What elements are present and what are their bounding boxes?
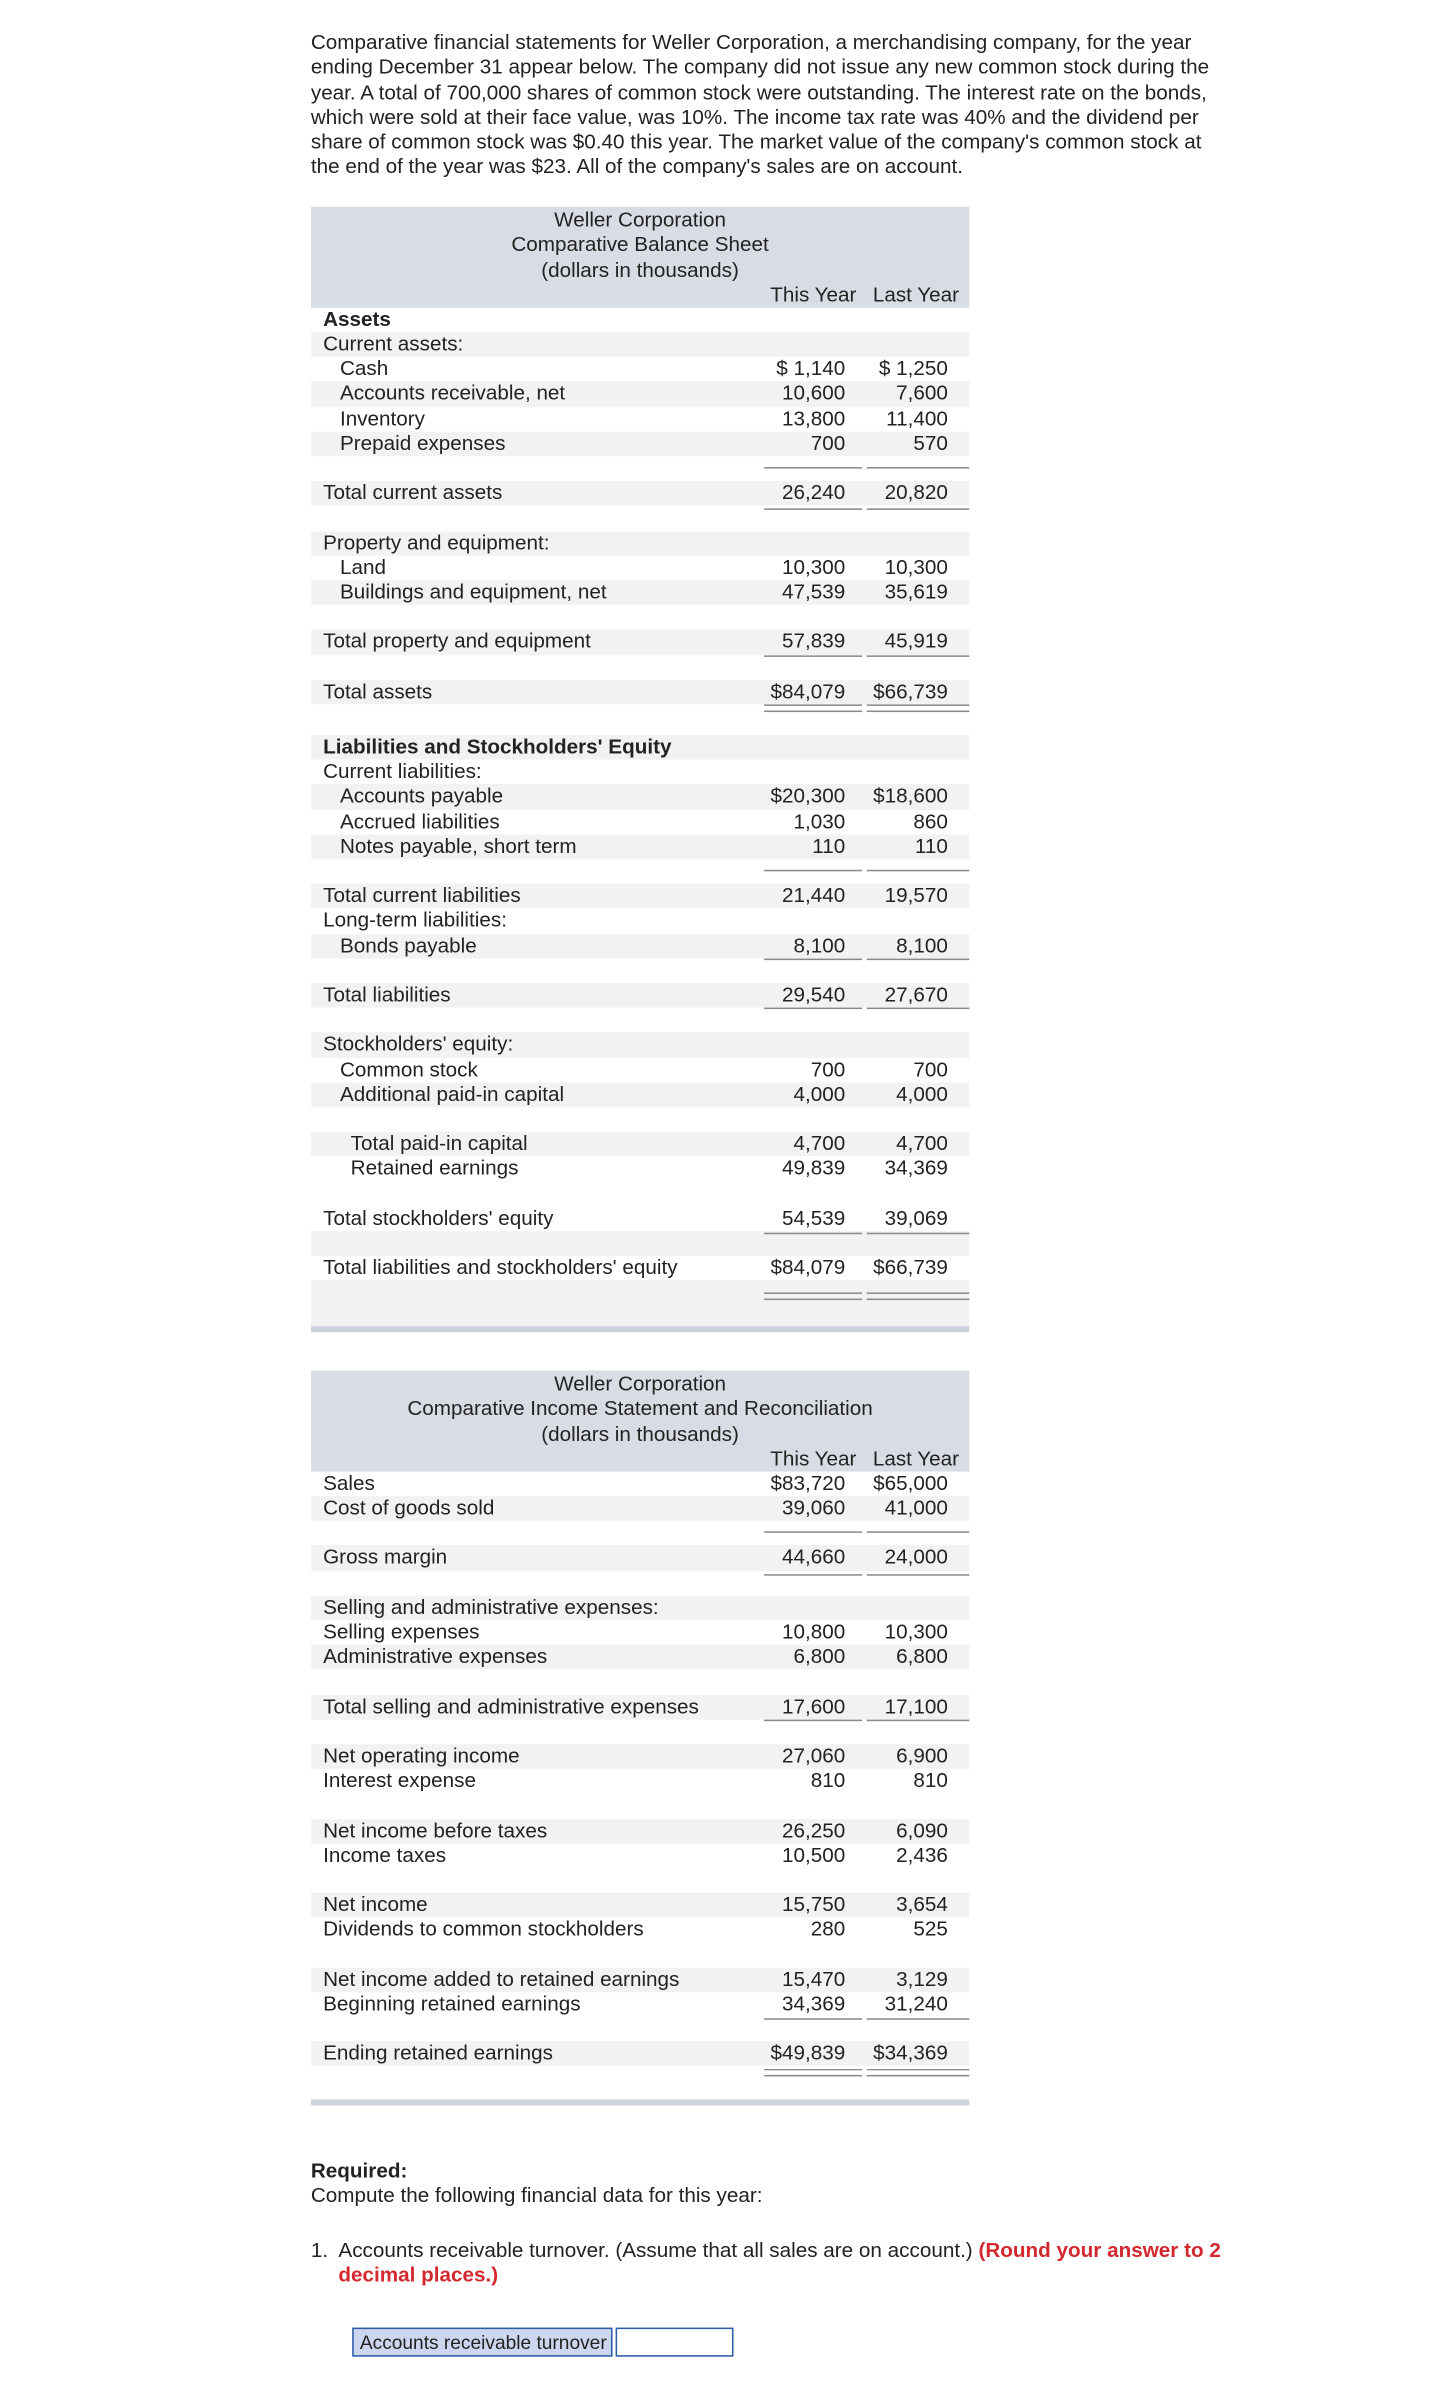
row-label: Cost of goods sold bbox=[323, 1496, 495, 1520]
table-row bbox=[311, 679, 969, 704]
value-this-year: 44,660 bbox=[782, 1545, 846, 1569]
row-label: Accrued liabilities bbox=[339, 809, 500, 833]
spacer bbox=[311, 958, 969, 983]
company-name: Weller Corporation bbox=[554, 1372, 727, 1396]
underline bbox=[867, 1293, 970, 1295]
table-row bbox=[311, 382, 969, 407]
row-label: Net income before taxes bbox=[323, 1818, 548, 1842]
value-last-year: 10,300 bbox=[884, 1620, 948, 1644]
row-label: Bonds payable bbox=[339, 933, 477, 957]
spacer bbox=[311, 2017, 969, 2042]
value-last-year: 34,369 bbox=[884, 1156, 948, 1180]
row-label: Net income bbox=[323, 1892, 428, 1916]
table-row bbox=[311, 1992, 969, 2017]
underline bbox=[867, 1532, 970, 1534]
value-last-year: 570 bbox=[913, 431, 948, 455]
table-row bbox=[311, 983, 969, 1008]
subsection-label: Property and equipment: bbox=[323, 530, 550, 554]
answer-label: Accounts receivable turnover bbox=[352, 2328, 612, 2357]
row-label: Land bbox=[339, 555, 386, 579]
row-label: Total selling and administrative expenses bbox=[323, 1694, 699, 1718]
underline bbox=[764, 2018, 862, 2020]
underline bbox=[764, 704, 862, 706]
value-this-year: 10,800 bbox=[782, 1620, 846, 1644]
table-row bbox=[311, 432, 969, 457]
row-label: Sales bbox=[323, 1471, 375, 1495]
row-label: Total current assets bbox=[323, 481, 503, 505]
value-last-year: 41,000 bbox=[884, 1496, 948, 1520]
table-row bbox=[311, 1967, 969, 1992]
table-row bbox=[311, 407, 969, 432]
row-label: Ending retained earnings bbox=[323, 2041, 553, 2065]
spacer bbox=[311, 1231, 969, 1256]
required-instruction: Compute the following financial data for this year: bbox=[310, 2184, 763, 2208]
table-row bbox=[311, 332, 969, 357]
value-this-year: 13,800 bbox=[782, 406, 846, 430]
value-last-year: 3,654 bbox=[896, 1892, 948, 1916]
table-row bbox=[311, 735, 969, 760]
value-last-year: $66,739 bbox=[873, 1255, 948, 1279]
double-underline bbox=[867, 710, 970, 712]
value-this-year: $ 1,140 bbox=[776, 357, 846, 381]
row-label: Accounts payable bbox=[339, 784, 504, 808]
table-row bbox=[311, 1157, 969, 1182]
underline bbox=[764, 1574, 862, 1576]
row-label: Total paid-in capital bbox=[350, 1131, 528, 1155]
value-last-year: 4,000 bbox=[896, 1082, 948, 1106]
value-this-year: 6,800 bbox=[793, 1644, 846, 1668]
value-this-year: 10,500 bbox=[782, 1843, 846, 1867]
value-last-year: 31,240 bbox=[884, 1991, 948, 2015]
value-last-year: 2,436 bbox=[896, 1843, 948, 1867]
row-label: Beginning retained earnings bbox=[323, 1991, 581, 2015]
table-row bbox=[311, 357, 969, 382]
company-name: Weller Corporation bbox=[554, 208, 727, 232]
underline bbox=[764, 1719, 862, 1721]
spacer bbox=[311, 1280, 969, 1311]
col-this-year: This Year bbox=[770, 283, 857, 307]
value-last-year: $65,000 bbox=[873, 1471, 948, 1495]
balance-sheet-table bbox=[311, 207, 969, 1333]
spacer bbox=[311, 1942, 969, 1967]
value-last-year: 39,069 bbox=[884, 1206, 948, 1230]
problem-intro: Comparative financial statements for Weller Corporation, a merchandising company, for the year ending December 31 appear below. The company did not issue any new common stock during the year. A total of 700,000 shares of common stock were outstanding. The interest rate on the bonds, which were sold at their face value, was 10%. The income tax rate was 40% and the dividend per share of common stock was $0.40 this year. The market value of the company's common stock at the end of the year was $23. All of the company's sales are on account. bbox=[310, 30, 1210, 179]
underline bbox=[867, 655, 970, 657]
value-this-year: $20,300 bbox=[770, 784, 846, 808]
value-last-year: $18,600 bbox=[873, 784, 948, 808]
row-label: Prepaid expenses bbox=[339, 431, 506, 455]
table-row bbox=[311, 933, 969, 958]
table-row bbox=[311, 810, 969, 835]
row-label: Administrative expenses bbox=[323, 1644, 548, 1668]
col-this-year: This Year bbox=[770, 1446, 857, 1470]
value-this-year: 8,100 bbox=[793, 933, 846, 957]
table-row bbox=[311, 556, 969, 581]
value-this-year: 10,600 bbox=[782, 381, 846, 405]
spacer bbox=[311, 1794, 969, 1819]
row-label: Total assets bbox=[323, 679, 433, 703]
value-this-year: $49,839 bbox=[770, 2041, 846, 2065]
value-this-year: 15,750 bbox=[782, 1892, 846, 1916]
value-last-year: 6,800 bbox=[896, 1644, 948, 1668]
spacer bbox=[311, 1670, 969, 1695]
value-this-year: 110 bbox=[812, 834, 846, 858]
row-label: Dividends to common stockholders bbox=[323, 1917, 644, 1941]
row-label: Interest expense bbox=[323, 1768, 476, 1792]
table-row bbox=[311, 481, 969, 506]
table-row bbox=[311, 884, 969, 909]
value-last-year: $34,369 bbox=[873, 2041, 948, 2065]
row-label: Additional paid-in capital bbox=[339, 1082, 565, 1106]
value-last-year: 10,300 bbox=[884, 555, 948, 579]
row-label: Buildings and equipment, net bbox=[339, 580, 607, 604]
row-label: Notes payable, short term bbox=[339, 834, 577, 858]
value-this-year: 700 bbox=[810, 431, 846, 455]
spacer bbox=[311, 456, 969, 481]
value-this-year: 26,250 bbox=[782, 1818, 846, 1842]
question-number: 1. bbox=[310, 2238, 329, 2262]
underline bbox=[764, 509, 862, 511]
value-last-year: 810 bbox=[913, 1768, 948, 1792]
table-row bbox=[311, 1918, 969, 1943]
section-heading: Assets bbox=[323, 307, 391, 331]
spacer bbox=[311, 1521, 969, 1546]
value-this-year: 34,369 bbox=[782, 1991, 846, 2015]
underline bbox=[764, 2069, 862, 2071]
value-last-year: 8,100 bbox=[896, 933, 948, 957]
spacer bbox=[311, 1181, 969, 1206]
value-last-year: 3,129 bbox=[896, 1967, 948, 1991]
col-last-year: Last Year bbox=[872, 283, 960, 307]
table-row bbox=[311, 1256, 969, 1281]
value-last-year: 700 bbox=[913, 1057, 948, 1081]
table-row bbox=[311, 1546, 969, 1571]
table-row bbox=[311, 308, 969, 333]
rounding-instruction: (Round your answer to 2 decimal places.) bbox=[338, 2238, 1221, 2287]
value-this-year: $84,079 bbox=[770, 1255, 846, 1279]
required-heading: Required: bbox=[310, 2159, 408, 2183]
table-row bbox=[311, 1893, 969, 1918]
value-last-year: 6,090 bbox=[896, 1818, 948, 1842]
value-this-year: 1,030 bbox=[793, 809, 846, 833]
row-label: Accounts receivable, net bbox=[339, 381, 566, 405]
row-label: Common stock bbox=[339, 1057, 478, 1081]
underline bbox=[867, 704, 970, 706]
income-statement-table bbox=[311, 1371, 969, 2107]
balance-sheet-header bbox=[311, 207, 969, 308]
row-label: Net income added to retained earnings bbox=[323, 1967, 680, 1991]
underline bbox=[764, 958, 862, 960]
subsection-label: Long-term liabilities: bbox=[323, 908, 507, 932]
section-heading: Liabilities and Stockholders' Equity bbox=[323, 735, 672, 759]
spacer bbox=[311, 655, 969, 680]
table-row bbox=[311, 1496, 969, 1521]
table-row bbox=[311, 580, 969, 605]
table-row bbox=[311, 1595, 969, 1620]
row-label: Income taxes bbox=[323, 1843, 447, 1867]
value-this-year: 17,600 bbox=[782, 1694, 846, 1718]
subsection-label: Stockholders' equity: bbox=[323, 1032, 514, 1056]
value-this-year: 4,000 bbox=[793, 1082, 846, 1106]
table-row bbox=[311, 531, 969, 556]
row-label: Total stockholders' equity bbox=[323, 1206, 554, 1230]
value-this-year: 21,440 bbox=[782, 883, 846, 907]
table-row bbox=[311, 760, 969, 785]
table-row bbox=[311, 1057, 969, 1082]
value-this-year: 10,300 bbox=[782, 555, 846, 579]
value-last-year: 860 bbox=[913, 809, 948, 833]
underline bbox=[867, 2069, 970, 2071]
underline bbox=[764, 870, 862, 872]
underline bbox=[764, 655, 862, 657]
underline bbox=[867, 1574, 970, 1576]
subsection-label: Current assets: bbox=[323, 332, 464, 356]
value-this-year: $84,079 bbox=[770, 679, 846, 703]
value-this-year: 15,470 bbox=[782, 1967, 846, 1991]
value-this-year: 26,240 bbox=[782, 481, 846, 505]
row-label: Total liabilities bbox=[323, 983, 451, 1006]
table-row bbox=[311, 785, 969, 810]
table-row bbox=[311, 630, 969, 655]
value-last-year: 7,600 bbox=[896, 381, 948, 405]
income-statement-header bbox=[311, 1371, 969, 1472]
value-last-year: 4,700 bbox=[896, 1131, 948, 1155]
units-note: (dollars in thousands) bbox=[541, 258, 739, 282]
spacer bbox=[311, 1868, 969, 1893]
statement-title: Comparative Balance Sheet bbox=[511, 233, 769, 257]
table-row bbox=[311, 1744, 969, 1769]
table-row bbox=[311, 1769, 969, 1794]
table-row bbox=[311, 1132, 969, 1157]
value-this-year: 49,839 bbox=[782, 1156, 846, 1180]
underline bbox=[867, 2018, 970, 2020]
underline bbox=[764, 1293, 862, 1295]
spacer bbox=[311, 2066, 969, 2100]
col-last-year: Last Year bbox=[872, 1446, 960, 1470]
double-underline bbox=[867, 2076, 970, 2078]
value-last-year: 6,900 bbox=[896, 1744, 948, 1768]
table-row bbox=[311, 1620, 969, 1645]
value-last-year: 24,000 bbox=[884, 1545, 948, 1569]
table-row bbox=[311, 1033, 969, 1058]
row-label: Total liabilities and stockholders' equity bbox=[323, 1255, 678, 1279]
value-last-year: 45,919 bbox=[884, 629, 948, 653]
question-body: Accounts receivable turnover. (Assume that all sales are on account.) bbox=[338, 2238, 973, 2262]
units-note: (dollars in thousands) bbox=[541, 1421, 739, 1445]
spacer bbox=[311, 1571, 969, 1596]
table-row bbox=[311, 1645, 969, 1670]
value-this-year: 39,060 bbox=[782, 1496, 846, 1520]
spacer bbox=[311, 704, 969, 729]
value-this-year: $83,720 bbox=[770, 1471, 846, 1495]
value-this-year: 27,060 bbox=[782, 1744, 846, 1768]
underline bbox=[764, 467, 862, 469]
row-label: Total property and equipment bbox=[323, 629, 591, 653]
double-underline bbox=[764, 2076, 862, 2078]
value-this-year: 29,540 bbox=[782, 983, 846, 1006]
subsection-label: Selling and administrative expenses: bbox=[323, 1595, 659, 1619]
underline bbox=[764, 1532, 862, 1534]
row-label: Total current liabilities bbox=[323, 883, 521, 907]
table-row bbox=[311, 1206, 969, 1231]
value-this-year: 810 bbox=[810, 1768, 846, 1792]
spacer bbox=[311, 506, 969, 531]
value-last-year: 17,100 bbox=[884, 1694, 948, 1718]
underline bbox=[867, 1008, 970, 1010]
spacer bbox=[311, 859, 969, 884]
statement-title: Comparative Income Statement and Reconciliation bbox=[407, 1397, 873, 1420]
spacer bbox=[311, 605, 969, 630]
underline bbox=[867, 958, 970, 960]
value-last-year: $ 1,250 bbox=[878, 357, 948, 381]
table-row bbox=[311, 2042, 969, 2067]
underline bbox=[764, 1008, 862, 1010]
table-row bbox=[311, 909, 969, 934]
value-this-year: 54,539 bbox=[782, 1206, 846, 1230]
row-label: Selling expenses bbox=[323, 1620, 480, 1644]
row-label: Inventory bbox=[339, 406, 425, 430]
ar-turnover-input[interactable] bbox=[616, 2328, 734, 2357]
underline bbox=[867, 870, 970, 872]
double-underline bbox=[764, 1299, 862, 1301]
value-last-year: $66,739 bbox=[873, 679, 948, 703]
row-label: Retained earnings bbox=[350, 1156, 519, 1180]
value-this-year: 57,839 bbox=[782, 629, 846, 653]
value-last-year: 35,619 bbox=[884, 580, 948, 604]
double-underline bbox=[867, 1299, 970, 1301]
table-row bbox=[311, 1471, 969, 1496]
subsection-label: Current liabilities: bbox=[323, 759, 482, 783]
row-label: Net operating income bbox=[323, 1744, 520, 1768]
value-last-year: 27,670 bbox=[884, 983, 948, 1006]
value-last-year: 525 bbox=[913, 1917, 948, 1941]
value-last-year: 110 bbox=[914, 834, 948, 858]
spacer bbox=[311, 1008, 969, 1033]
spacer bbox=[311, 1719, 969, 1744]
underline bbox=[764, 1232, 862, 1234]
table-divider bbox=[311, 2100, 969, 2106]
underline bbox=[867, 509, 970, 511]
underline bbox=[867, 1719, 970, 1721]
value-last-year: 11,400 bbox=[886, 406, 948, 430]
value-this-year: 4,700 bbox=[793, 1131, 846, 1155]
question-text bbox=[338, 2239, 1226, 2289]
double-underline bbox=[764, 710, 862, 712]
row-label: Gross margin bbox=[323, 1545, 448, 1569]
spacer bbox=[311, 1311, 969, 1326]
underline bbox=[867, 467, 970, 469]
spacer bbox=[311, 1107, 969, 1132]
value-last-year: 20,820 bbox=[884, 481, 948, 505]
table-row bbox=[311, 1695, 969, 1720]
value-this-year: 700 bbox=[810, 1057, 846, 1081]
table-row bbox=[311, 834, 969, 859]
value-last-year: 19,570 bbox=[884, 883, 948, 907]
table-row bbox=[311, 1082, 969, 1107]
row-label: Cash bbox=[339, 357, 389, 381]
underline bbox=[867, 1232, 970, 1234]
table-row bbox=[311, 1843, 969, 1868]
value-this-year: 280 bbox=[810, 1917, 846, 1941]
table-row bbox=[311, 1818, 969, 1843]
value-this-year: 47,539 bbox=[782, 580, 846, 604]
table-divider bbox=[311, 1326, 969, 1332]
required-section bbox=[311, 2159, 763, 2209]
